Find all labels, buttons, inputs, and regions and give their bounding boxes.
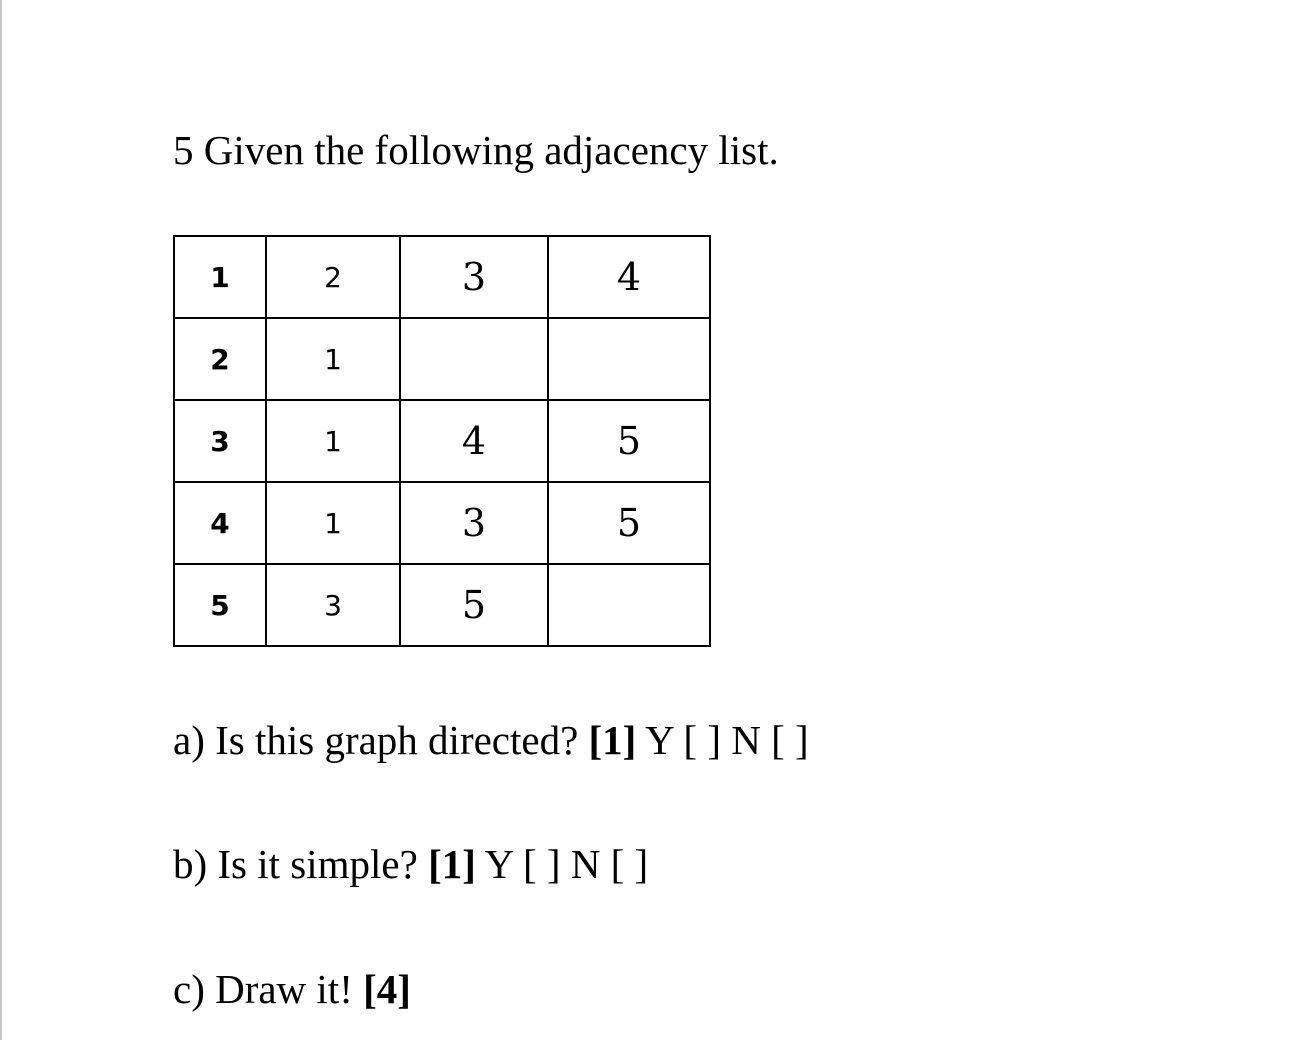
table-cell: 1 — [266, 482, 400, 564]
question-b-marks: [1] — [428, 841, 476, 887]
table-row — [174, 236, 710, 318]
question-a-options: Y [ ] N [ ] — [645, 717, 809, 763]
table-cell-vertex: 5 — [174, 564, 266, 646]
table-row — [174, 318, 710, 400]
table-cell: 1 — [266, 318, 400, 400]
table-cell-vertex: 1 — [174, 236, 266, 318]
question-heading: 5 Given the following adjacency list. — [173, 127, 779, 173]
question-a — [173, 714, 809, 766]
table-cell: 5 — [400, 564, 548, 646]
table-cell: 5 — [548, 400, 710, 482]
table-cell — [548, 318, 710, 400]
table-cell — [400, 318, 548, 400]
question-c-text: c) Draw it! — [173, 966, 353, 1012]
table-cell-vertex: 2 — [174, 318, 266, 400]
question-b — [173, 838, 648, 890]
page-left-border — [0, 0, 2, 1040]
table-cell: 1 — [266, 400, 400, 482]
table-row — [174, 564, 710, 646]
table-cell — [548, 564, 710, 646]
question-b-options: Y [ ] N [ ] — [484, 841, 649, 887]
table-cell: 4 — [548, 236, 710, 318]
table-cell-vertex: 4 — [174, 482, 266, 564]
table-cell: 5 — [548, 482, 710, 564]
question-a-marks: [1] — [588, 717, 637, 763]
table-row — [174, 482, 710, 564]
question-a-text: a) Is this graph directed? — [173, 717, 579, 763]
question-c-marks: [4] — [363, 966, 411, 1012]
question-b-text: b) Is it simple? — [173, 841, 418, 887]
question-c — [173, 963, 411, 1015]
table-cell: 4 — [400, 400, 548, 482]
table-cell: 3 — [266, 564, 400, 646]
table-cell: 2 — [266, 236, 400, 318]
table-row — [174, 400, 710, 482]
table-cell: 3 — [400, 482, 548, 564]
table-cell-vertex: 3 — [174, 400, 266, 482]
table-cell: 3 — [400, 236, 548, 318]
adjacency-list-table — [173, 235, 711, 647]
